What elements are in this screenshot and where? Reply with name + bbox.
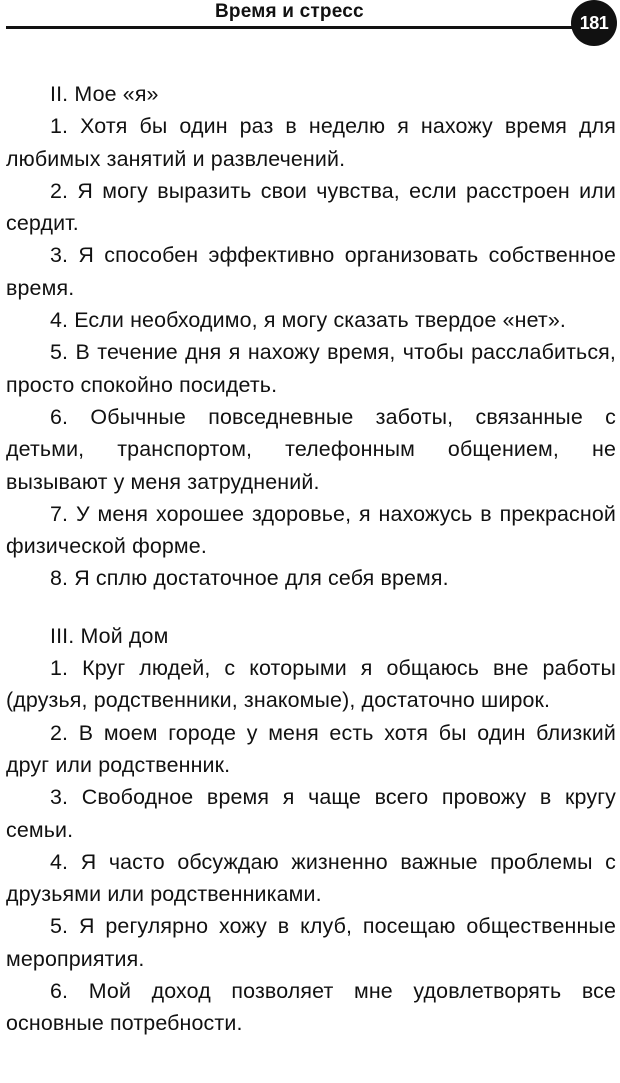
list-item: 2. В моем городе у меня есть хотя бы один близкий друг или родственник. xyxy=(6,720,616,777)
list-item: 4. Я часто обсуждаю жизненно важные проблемы с друзьями или родственниками. xyxy=(6,849,616,907)
page-body xyxy=(6,78,616,1040)
header-rule xyxy=(6,26,574,29)
running-title: Время и стресс xyxy=(215,1,364,22)
list-item: 7. У меня хорошее здоровье, я нахожусь в прекрасной физической форме. xyxy=(6,501,616,559)
list-item: 1. Круг людей, с которыми я общаюсь вне работы (друзья, родственники, знакомые), достаточно широк. xyxy=(6,656,616,713)
section-title: II. Мое «я» xyxy=(50,82,159,106)
list-item: 5. В течение дня я нахожу время, чтобы расслабиться, просто спокойно посидеть. xyxy=(6,340,616,397)
list-item: 2. Я могу выразить свои чувства, если расстроен или сердит. xyxy=(6,178,616,236)
section-gap xyxy=(6,595,616,620)
list-item: 4. Если необходимо, я могу сказать твердое «нет». xyxy=(50,308,567,333)
list-item: 8. Я сплю достаточное для себя время. xyxy=(50,566,449,591)
page-number-badge: 181 xyxy=(571,0,617,46)
list-item: 6. Обычные повседневные заботы, связанные с детьми, транспортом, телефонным общением, не вызывают у меня затруднений. xyxy=(6,404,616,494)
list-item: 1. Хотя бы один раз в неделю я нахожу время для любимых занятий и развлечений. xyxy=(6,114,616,171)
list-item: 6. Мой доход позволяет мне удовлетворять все основные потребности. xyxy=(6,979,616,1036)
list-item: 3. Я способен эффективно организовать собственное время. xyxy=(6,243,616,300)
list-item: 3. Свободное время я чаще всего провожу в кругу семьи. xyxy=(6,785,616,842)
section-title: III. Мой дом xyxy=(50,623,169,648)
page-header xyxy=(0,0,620,44)
list-item: 5. Я регулярно хожу в клуб, посещаю общественные мероприятия. xyxy=(6,914,616,971)
